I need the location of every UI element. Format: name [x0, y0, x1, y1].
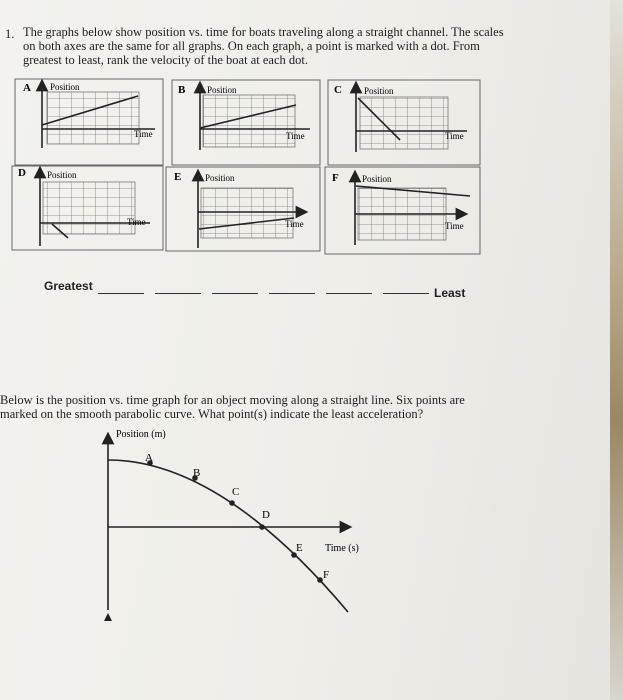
ranking-least-label: Least: [434, 286, 466, 300]
ranking-blank-3[interactable]: [212, 293, 258, 294]
graph-b: [172, 80, 320, 165]
ranking-blank-2[interactable]: [155, 293, 201, 294]
graph-f-time-label: Time: [445, 221, 464, 231]
graph-a-time-label: Time: [134, 129, 153, 139]
point-label-e: E: [296, 542, 303, 554]
point-label-d: D: [262, 509, 270, 521]
graph-f-position-label: Position: [362, 174, 392, 184]
graph-label-f: F: [332, 172, 339, 184]
graph-label-b: B: [178, 84, 186, 96]
question-2-line-2: marked on the smooth parabolic curve. What point(s) indicate the least acceleration?: [0, 407, 424, 421]
graph-label-a: A: [23, 82, 31, 94]
parabola-graph: [104, 429, 359, 621]
ranking-blank-6[interactable]: [383, 293, 429, 294]
question-2-line-1: Below is the position vs. time graph for an object moving along a straight line. Six points are: [0, 393, 465, 407]
graph-e: [166, 167, 320, 251]
graph-label-e: E: [174, 171, 182, 183]
graph-b-position-label: Position: [207, 85, 237, 95]
ranking-blank-1[interactable]: [98, 293, 144, 294]
graph-d-time-label: Time: [127, 217, 146, 227]
point-label-b: B: [193, 467, 201, 479]
parabola-x-label: Time (s): [325, 543, 359, 554]
ranking-greatest-label: Greatest: [44, 279, 93, 293]
graph-f: [325, 167, 480, 254]
ranking-blank-5[interactable]: [326, 293, 372, 294]
graph-d: [12, 166, 163, 250]
graph-e-time-label: Time: [285, 219, 304, 229]
graph-c-time-label: Time: [445, 131, 464, 141]
question-1-line-1: The graphs below show position vs. time for boats traveling along a straight channel. The scales: [23, 25, 504, 39]
graph-label-d: D: [18, 167, 26, 179]
graph-b-time-label: Time: [286, 131, 305, 141]
question-1-line-2: on both axes are the same for all graphs. On each graph, a point is marked with a dot. From: [23, 39, 480, 53]
graph-a: [15, 79, 163, 165]
point-label-a: A: [145, 452, 153, 464]
point-label-c: C: [232, 486, 240, 498]
graph-c-position-label: Position: [364, 86, 394, 96]
graph-e-position-label: Position: [205, 173, 235, 183]
ranking-blank-4[interactable]: [269, 293, 315, 294]
point-label-f: F: [323, 569, 330, 581]
question-1-number: 1.: [5, 27, 15, 41]
parabola-y-label: Position (m): [116, 429, 166, 440]
graph-c: [328, 80, 480, 165]
graph-a-position-label: Position: [50, 82, 80, 92]
question-1-line-3: greatest to least, rank the velocity of the boat at each dot.: [23, 53, 308, 67]
graph-label-c: C: [334, 84, 342, 96]
graph-d-position-label: Position: [47, 170, 77, 180]
